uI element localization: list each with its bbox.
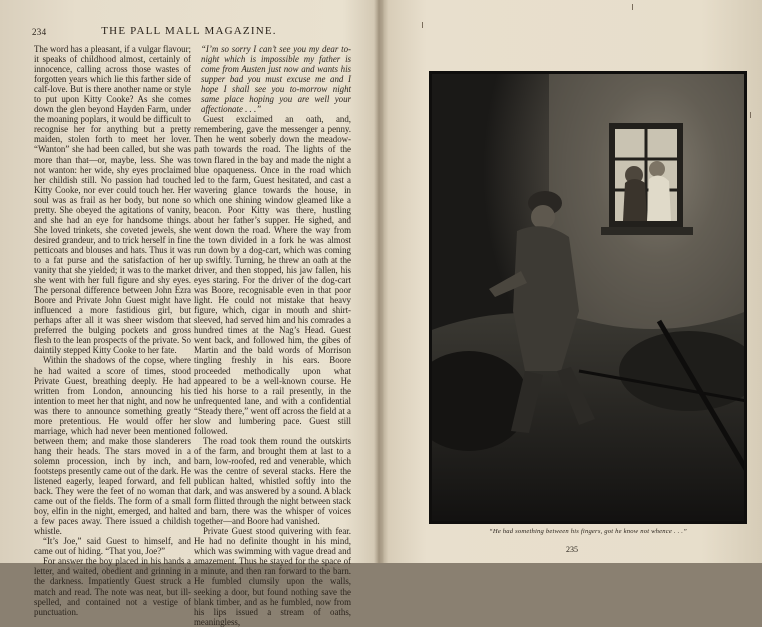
paragraph: “It’s Joe,” said Guest to himself, and came out of hiding. “That you, Joe?” xyxy=(34,536,191,557)
paragraph: Private Guest stood quivering with fear. He had no definite thought in his mind, which was swimming with vague dread and amazement. Thus he stayed for the space of a minute, and then ran forward to the barn. He fumbled clumsily upon the walls, seeking a door, but found nothing save the blank timber, and as he fumbled, now from his lips issued a stream of oaths, meaningless, xyxy=(194,526,351,627)
paragraph: Within the shadows of the copse, where he had waited a score of times, stood Private Guest, breathing deeply. He had written from London, announcing his intention to meet her that night, and now he was there to announce something greatly more pretentious. He would offer her marriage, which had never been mentioned between them; and make those slanderers hang their heads. The stars moved in a solemn procession, inch by inch, and footsteps presently came out of the dark. He listened eagerly, leaped forward, and fell back. They were the feet of no woman that came out of the fields. The form of a small boy, elfin in the night, emerged, and halted a few paces away. There issued a childish whistle. xyxy=(34,355,191,537)
letter-text: “I’m so sorry I can’t see you my dear to-night which is impossible my father is come from Austen just now and wants his supper bad you must excuse me and I hope I shall see you to-morrow night same place hoping you are well your affectionate . . .” xyxy=(201,44,351,115)
crop-mark xyxy=(422,22,423,28)
page-number-right: 235 xyxy=(566,545,578,554)
paragraph: For answer the boy placed in his hands a letter, and waited, obedient and grinning in the darkness. Impatiently Guest struck a match and read. The note was neat, but ill-spelled, and contained not a vestige of punctuation. xyxy=(34,556,191,617)
paragraph: Guest exclaimed an oath, and, remembering, gave the messenger a penny. Then he went soberly down the meadow-path towards the road. The lights of the town flared in the bay and made the night a blue opaqueness. Once in the road which led to the farm, Guest hesitated, and cast a wavering glance towards the house, in which one shining window gleamed like a beacon. Poor Kitty was there, hustling about her father’s supper. He sighed, and went down the road. Where the way from the town divided in a fork he was almost run down by a dog-cart, which was coming up swiftly. Turning, he threw an oath at the driver, and then stopped, his jaw fallen, his eyes staring. For the driver of the dog-cart was Boore, recognisable even in that poor light. He could not mistake that heavy figure, which, cigar in mouth and shirt-sleeved, had served him and his comrades a hundred times at the Nag’s Head. Guest went back, and followed him, the gibes of Martin and the bald words of Morrison tingling freshly in his ears. Boore proceeded methodically upon what appeared to be a well-known course. He tied his horse to a rail presently, in the unfrequented lane, and with a confidential “Steady there,” went off across the field at a slow and lumbering pace. Guest still followed. xyxy=(194,114,351,436)
text-column-right xyxy=(194,44,351,627)
running-head: THE PALL MALL MAGAZINE. xyxy=(101,25,277,37)
crop-mark xyxy=(632,4,633,10)
quoted-letter xyxy=(194,44,351,114)
right-page xyxy=(382,0,762,563)
paragraph: The word has a pleasant, if a vulgar flavour; it speaks of childhood almost, certainly of innocence, calling across those wastes of forgotten years which lie this farther side of calf-love. But is there another name or style to put upon Kitty Cooke? As she comes down the glen beyond Hayden Farm, under the moaning poplars, it would be difficult to recognise her for anything but a pretty maiden, stolen forth to meet her lover. “Wanton” she had been called, but she was more than that—or, maybe, less. She was not wanton: her wide, shy eyes proclaimed her childish still. No passion had touched Kitty Cooke, nor ever could touch her. Her soul was as frail as her body, but none so pretty. She obeyed the agitations of vanity, and she had an eye for handsome things. She loved trinkets, she coveted jewels, she desired grandeur, and to trick herself in fine petticoats and blouses and hats. Thus it was to a fat purse and the satisfaction of her vanity that she yielded; it was to the market she went with her full figure and shy eyes. The personal difference between John Ezra Boore and Private John Guest might have influenced a more fastidious girl, but perhaps after all it was sheer wisdom that preferred the bulging pockets and gross flesh to the lean prospects of the private. So daintily stepped Kitty Cooke to her fate. xyxy=(34,44,191,356)
illustration-caption: “He had something between his fingers, got he know not whence . . .” xyxy=(488,528,688,535)
illustration xyxy=(429,71,747,524)
left-page xyxy=(0,0,378,627)
crop-mark xyxy=(750,112,751,118)
text-column-left xyxy=(34,44,191,617)
illustration-image xyxy=(429,71,747,524)
paragraph: The road took them round the outskirts of the farm, and brought them at last to a barn, low-roofed, red and venerable, which was the centre of several stacks. Here the publican halted, whistled softly into the dark, and was answered by a sound. A black form flitted through the night between stack and barn, there was the whisper of voices together—and Boore had vanished. xyxy=(194,435,351,527)
page-number-left: 234 xyxy=(32,27,47,37)
